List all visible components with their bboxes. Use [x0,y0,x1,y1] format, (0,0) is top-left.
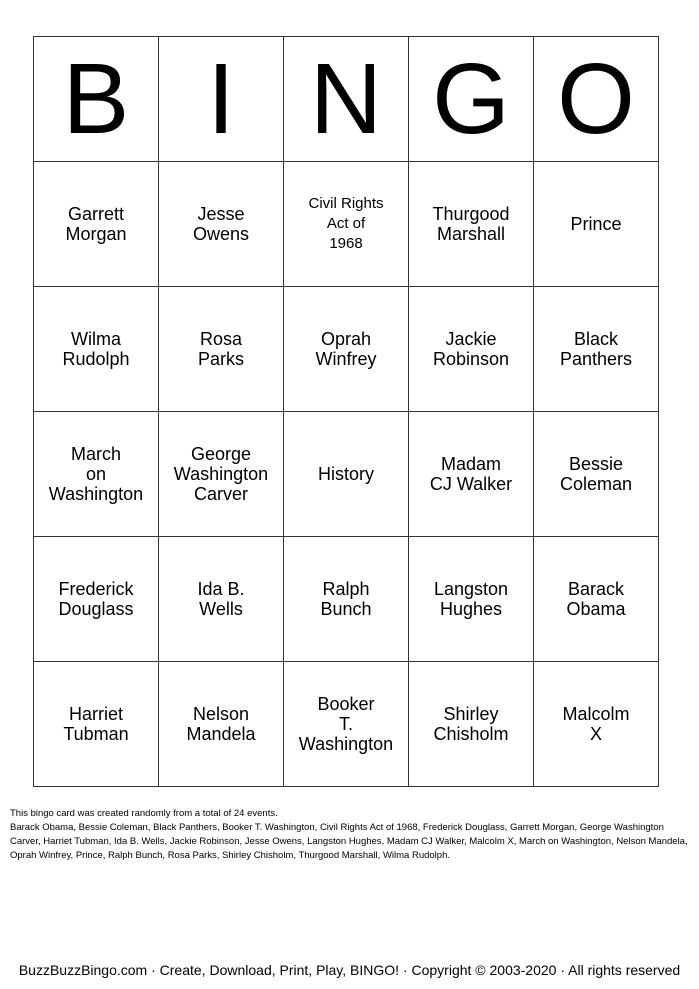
bingo-cell: George Washington Carver [159,412,284,537]
bingo-cell: Black Panthers [534,287,659,412]
bingo-cell: Jesse Owens [159,162,284,287]
header-letter-i: I [159,37,284,162]
bingo-cell: Harriet Tubman [34,662,159,787]
bingo-row [34,287,659,412]
header-letter-b: B [34,37,159,162]
bingo-row [34,162,659,287]
card-info [10,807,690,863]
bingo-row [34,412,659,537]
bingo-cell: Barack Obama [534,537,659,662]
bingo-cell: Bessie Coleman [534,412,659,537]
bingo-cell: Nelson Mandela [159,662,284,787]
header-letter-g: G [409,37,534,162]
event-list: Barack Obama, Bessie Coleman, Black Panthers, Booker T. Washington, Civil Rights Act of 1968, Frederick Douglass, Garrett Morgan, George Washington Carver, Harriet Tubman, Ida B. Wells, Jackie Robinson, Jesse Owens, Langston Hughes, Madam CJ Walker, Malcolm X, March on Washington, Nelson Mandela, Oprah Winfrey, Prince, Ralph Bunch, Rosa Parks, Shirley Chisholm, Thurgood Marshall, Wilma Rudolph. [10,822,688,861]
bingo-cell: Ralph Bunch [284,537,409,662]
bingo-cell: Malcolm X [534,662,659,787]
header-letter-n: N [284,37,409,162]
bingo-cell: Wilma Rudolph [34,287,159,412]
bingo-free-cell: History [284,412,409,537]
bingo-cell: Shirley Chisholm [409,662,534,787]
bingo-cell: Jackie Robinson [409,287,534,412]
bingo-cell: Thurgood Marshall [409,162,534,287]
bingo-cell: Langston Hughes [409,537,534,662]
bingo-cell: Booker T. Washington [284,662,409,787]
bingo-header-row [34,37,659,162]
card-summary: This bingo card was created randomly from a total of 24 events. [10,808,278,819]
bingo-cell: Civil Rights Act of 1968 [284,162,409,287]
bingo-cell: Madam CJ Walker [409,412,534,537]
bingo-cell: March on Washington [34,412,159,537]
bingo-cell: Rosa Parks [159,287,284,412]
bingo-cell: Frederick Douglass [34,537,159,662]
footer-credit: BuzzBuzzBingo.com · Create, Download, Print, Play, BINGO! · Copyright © 2003-2020 · All rights reserved [18,962,681,978]
bingo-cell: Oprah Winfrey [284,287,409,412]
header-letter-o: O [534,37,659,162]
bingo-cell: Ida B. Wells [159,537,284,662]
bingo-row [34,537,659,662]
bingo-cell: Prince [534,162,659,287]
bingo-row [34,662,659,787]
bingo-cell: Garrett Morgan [34,162,159,287]
bingo-card [33,36,659,787]
